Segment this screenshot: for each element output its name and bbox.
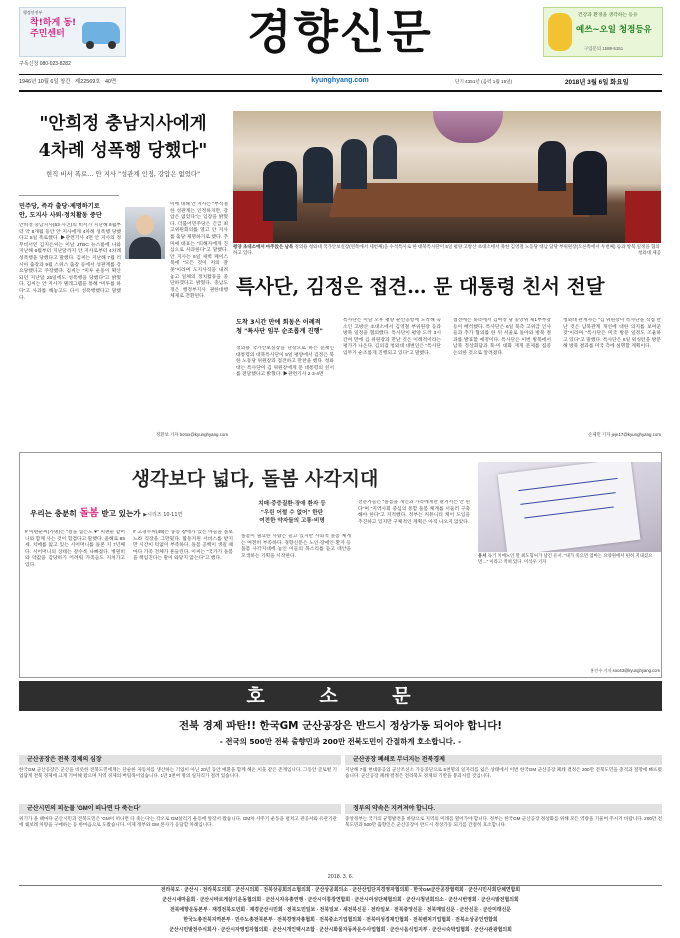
kicker-pre: 우리는 충분히 xyxy=(30,509,77,518)
story3-body-col1: # 이편순씨(가명)는 "걸을 힐은도 ♥" 이편순 할머니와 함께 사는 것이 힘겹다고 말했다. 올해로 85세. 치매를 앓고 있는 시어머니를 돌본 지 7년째다. 시어머니의 상태는 갈수록 나빠졌다. 병원비와 약값을 감당하기 어려워 가족들도 지쳐가고 있다. xyxy=(25,530,125,568)
series-link[interactable]: ▶시리즈 10·11면 xyxy=(143,512,183,518)
notice-subline: - 전국의 500만 전북 출향민과 200만 전북도민이 간절하게 호소합니다. - xyxy=(219,737,462,746)
notice-sec3-body: 위기가 올 때마다 군산시민과 전북도민은 'GM이 떠나면 다 죽는다'는 각오로 GM살리기 운동에 앞장서 왔습니다. GM차 사주기 운동을 펼치고 관공서와 유관기관에 쉐보레 차량을 구매하는 등 한마음으로 도왔습니다. 이제 정부와 GM 본사가 응답할 차례입니다. xyxy=(19,816,337,828)
notice-sec2-title: 군산공장 폐쇄로 무너지는 전북경제 xyxy=(345,755,662,765)
story2-body-col1: 정의용 국가안보실장을 단장으로 하는 문재인 대통령의 대북특사단이 5일 평양에서 김정은 북한 노동당 위원장과 접견하고 만찬을 했다. 청와대는 특사단이 김 위원장에게 문 대통령의 친서를 전달했다고 밝혔다. ▶관련기사 2·3·4면 xyxy=(236,346,334,378)
story2-body-col4: 청와대 관계자는 "김 위원장이 특사단을 직접 만난 것은 남북관계 개선에 대한 의지를 보여준 것"이라며 "특사단은 미국 방문 일정도 조율하고 있다"고 말했다. 특사단은 8일 워싱턴을 방문해 방북 결과를 미국 측에 설명할 계획이다. xyxy=(563,318,661,350)
issue-number: 제22569호 xyxy=(75,79,101,85)
story1-deck2: 안, 도지사 사퇴·정치활동 중단 xyxy=(19,212,102,219)
page-count: 40면 xyxy=(104,79,117,85)
portrait-suit xyxy=(129,237,161,259)
story1-deck xyxy=(19,202,123,220)
story1-headline[interactable] xyxy=(19,111,227,165)
notice-sec3-title: 군산시민의 피눈물 'GM이 떠나면 다 죽는다' xyxy=(19,804,341,814)
story2-body-col3: 접견에는 북측에서 김여정 당 중앙위 제1부부장 등이 배석했다. 특사단은 6일 북측 고위급 인사들과 추가 협의를 한 뒤 서울로 돌아와 방북 결과를 발표할 예정이다. 특사단은 이번 방북에서 남북 정상회담과 북·미 대화 재개 문제를 집중 논의한 것으로 알려졌다. xyxy=(453,318,551,356)
photo2-credit: 이석우 기자 xyxy=(524,558,547,564)
right-masthead-ad[interactable] xyxy=(543,7,663,57)
summit-photo xyxy=(233,111,661,243)
delegate-figure xyxy=(373,135,397,179)
subdeck-line3: 여전한 약자들의 고통·비명 xyxy=(259,518,325,524)
delegate-figure xyxy=(303,147,333,203)
founded-date: 1946년 10월 6일 창간 xyxy=(19,79,71,85)
story1-body-left: 안희정 충남지사(53·사진)의 비서가 지난해 6월부터 약 8개월 동안 안 지사에게 4차례 성폭행 당했다고 5일 폭로했다. ▶관련기사 4면 안 지사의 정무비서인 김지은씨는 이날 JTBC 뉴스룸에 나와 지난해 6월부터 지난달까지 안 지사로부터 4차례 성폭행을 당했다고 말했다. 김씨는 지난해 7월 러시아 출장과 9월 스위스 출장 등에서 성관계를 강요당했다고 주장했다. 김씨는 "미투 운동이 확산되던 지난달 25일에도 성폭행을 당했다"고 밝혔다. 김씨는 안 지사가 텔레그램을 통해 "미투를 하다"고 사과를 해놓고도 다시 성폭행했다고 말했다. xyxy=(19,223,121,301)
kicker-emphasis: 돌봄 xyxy=(79,508,99,519)
story3-subdeck xyxy=(237,500,347,526)
website-link[interactable]: kyunghyang.com xyxy=(311,77,369,84)
note-photo xyxy=(478,462,661,552)
story2-deck1: 도착 3시간 만에 회동은 이례적 xyxy=(236,319,321,326)
photo1-caption-title: 평양 초대소에서 마주앉은 남북 xyxy=(233,244,294,249)
masthead-rule-top xyxy=(19,74,662,75)
notice-sec1-title: 군산공장은 전북 경제의 심장 xyxy=(19,755,341,765)
subscription-phone: 구독신청 080-023-8282 xyxy=(19,61,71,67)
newspaper-logo[interactable]: 경향신문 xyxy=(247,5,433,59)
left-masthead-ad[interactable] xyxy=(19,7,126,57)
photo1-caption xyxy=(233,244,661,258)
delegate-figure xyxy=(538,141,566,191)
founding-info xyxy=(19,79,116,85)
right-ad-title: 예쓰~오일 청정등유 xyxy=(576,25,652,35)
story3-byline: 홍진수 기자 soo43@kyunghyang.com xyxy=(590,668,660,673)
story3-body-col4: 전문가들은 "돌봄을 개인과 가족에게만 맡겨서는 안 된다"며 "지역사회 중심의 통합 돌봄 체계를 서둘러 구축해야 한다"고 지적했다. 정부는 커뮤니티 케어 도입을 추진하고 있지만 구체적인 계획은 아직 나오지 않았다. xyxy=(358,500,470,525)
subdeck-line1: 치매·중증질환·장애 환자 등 xyxy=(258,501,326,507)
photo2-caption-title: 유서 xyxy=(478,553,487,558)
story2-deck xyxy=(236,318,334,336)
mascot-icon xyxy=(548,13,572,51)
flower-arrangement xyxy=(433,111,503,143)
subdeck-line2: "우린 어쩔 수 없어" 한탄 xyxy=(260,509,324,516)
left-ad-title: 착!하게 동!주민센터 xyxy=(30,18,77,39)
portrait-face xyxy=(136,215,154,235)
story3-body-col2: # 고경수씨(49)는 중증 장애가 있는 아들을 돌보느라 직장을 그만뒀다. 활동지원 서비스를 받지만 시간이 턱없이 부족하다. 돌봄 공백이 생길 때마다 가족 전체가 흔들린다. 이씨는 "국가가 돌봄을 책임진다는 말이 와닿지 않는다"고 했다. xyxy=(133,530,233,562)
photo1-caption-text: 정의용 청와대 국가안보실장(왼쪽에서 세번째)을 수석특사로 한 대북특사단이 5일 평양 고방산 초대소에서 북한 김영철 노동당 대남 담당 부위원장(오른쪽에서 두번째) 등과 방북 일정을 협의하고 있다. xyxy=(233,244,660,255)
red-chair xyxy=(625,191,661,243)
masthead-rule-bottom xyxy=(19,90,662,92)
story1-rule xyxy=(19,195,119,196)
story1-byline: 정환보 기자 botox@kyunghyang.com xyxy=(155,432,228,437)
ad-sponsor: 행정안전부 xyxy=(23,10,43,15)
story3-headline[interactable]: 생각보다 넓다, 돌봄 사각지대 xyxy=(131,468,379,490)
right-ad-phone: 구입문의 1588-5151 xyxy=(584,46,624,51)
signers-line4: 한국노총전북지역본부 · 민주노총전북본부 · 전북경영자총협회 · 전북중소기업협의회 · 전북여성경제인협회 · 전북벤처기업협회 · 전북소상공인연합회 xyxy=(183,918,498,923)
notice-date: 2018. 3. 6. xyxy=(327,874,354,880)
story2-byline: 손제민 기자 jeje17@kyunghyang.com xyxy=(587,432,661,437)
signers-line5: 군산시민발전주식회사 · 군산시자영업자협의회 · 군산시개인택시조합 · 군산시화물자동차운수사업협회 · 군산시음식업지부 · 군산시숙박업협회 · 군산시관광협의회 xyxy=(169,928,512,933)
signers-line3: 전북애향운동본부 · 재경전북도민회 · 재경군산시민회 · 전북도민일보 · 전북일보 · 새전북신문 · 전라일보 · 전북중앙신문 · 전북매일신문 · 군산신문 · 군산미래신문 xyxy=(169,908,512,913)
photo2-caption xyxy=(478,553,661,571)
photo1-credit: 청와대 제공 xyxy=(638,250,661,255)
story2-body-col2: 특사단은 이날 오후 평양 순안공항에 도착해 숙소인 고방산 초대소에서 김영철 부위원장 등과 방북 일정을 협의했다. 특사단이 평양 도착 3시간여 만에 김 위원장과 만난 것은 이례적이라는 평가가 나온다. 김의겸 청와대 대변인은 "특사단 임무가 순조롭게 진행되고 있다"고 말했다. xyxy=(343,318,441,356)
handwritten-note xyxy=(498,462,641,552)
signers-line1: 전라북도 · 군산시 · 전라북도의회 · 군산시의회 · 전북상공회의소협의회 · 군산상공회의소 · 군산산업단지경영자협의회 · 한국GM군산공장협력회 · 군산시민사회단체연합회 xyxy=(160,888,521,893)
delegate-figure xyxy=(341,139,367,189)
signers-line2: 군산시새마을회 · 군산시바르게살기운동협의회 · 군산시자유총연맹 · 군산시이통장연합회 · 군산시여성단체협의회 · 군산시청년회의소 · 군산시번영회 · 군산시발전협의회 xyxy=(162,898,519,903)
delegate-figure xyxy=(573,151,607,215)
story1-headline-line2: 4차례 성폭행 당했다" xyxy=(38,141,208,161)
notice-headline: 전북 경제 파탄!! 한국GM 군산공장은 반드시 정상가동 되어야 합니다! xyxy=(179,720,502,732)
right-ad-line: 건강과 환경을 생각하는 등유 xyxy=(578,13,638,18)
notice-title-bar: 호 소 문 xyxy=(19,681,662,711)
notice-sec4-body: 중앙정부는 국가의 균형발전을 바탕으로 지역의 미래를 열어가야 합니다. 정부는 한국GM 군산공장 정상화를 위해 모든 역량을 기울여 주시기 바랍니다. 200만 전북도민과 500만 출향인은 군산공장이 반드시 정상가동 되기를 간절히 호소합니다. xyxy=(345,816,662,828)
story1-headline-line1: "안희정 충남지사에게 xyxy=(39,114,207,134)
issue-date: 2018년 3월 6일 화요일 xyxy=(565,79,629,86)
notice-signers xyxy=(19,885,662,936)
delegate-figure xyxy=(263,161,297,221)
notice-sec2-body: 지난해 7월 현대중공업 군산조선소 가동중단으로 5천명의 일자리를 잃은 상태에서 이번 한국GM 군산공장 폐쇄 결정은 200만 전북도민을 충격과 절망에 빠뜨렸습니다. 군산공장 폐쇄 결정은 전라북도 경제의 기반을 붕괴시킬 것입니다. xyxy=(345,767,662,779)
notice-sec1-body: 한국GM 군산공장은 군산을 비롯한 전북도민에게는 단순한 자동차를 생산하는 기업이 아닌 20년 동안 애환을 함께 해온 이웃 같은 존재입니다. 그동안 글로벌 기업답게 전북 경제에 크게 기여해 왔으며 지역 경제의 버팀목이었습니다. 1만 3천여 명의 일자리가 걸려 있습니다. xyxy=(19,767,337,779)
story1-subhead: 현직 비서 폭로… 안 지사 "성관계 인정, 강압은 없었다" xyxy=(45,170,201,178)
kicker-post: 받고 있는가 xyxy=(101,509,141,518)
car-wheel-icon xyxy=(108,41,116,49)
photo2-caption-text: 독거 치매노인 딸 최도형씨가 남긴 유서. "내가 죽으면 엄마는 요양원에서 편히 지내셨으면…" 이라고 적혀 있다. xyxy=(478,553,653,564)
lunar-date: 단기 4351년 (음력 1월 19일) xyxy=(455,79,513,84)
story1-body-right: 이에 대해 안 지사는 "부적절한 성관계는 인정하지만, 강압은 없었다"는 입장을 밝혔다. 더불어민주당은 긴급 최고위원회의를 열고 안 지사를 출당·제명하기로 했다. 추미애 대표는 "피해자에게 진심으로 사과한다"고 말했다. 안 지사는 6일 새벽 페이스북에 "모든 것이 저의 잘못"이라며 도지사직을 내려놓고 일체의 정치활동을 중단하겠다고 밝혔다. 충남도정은 행정부지사 권한대행 체제로 전환된다. xyxy=(170,202,228,300)
story3-body-col3: 돌봄이 필요한 사람은 늘고 있지만 사회적 돌봄 체계는 여전히 부족하다. 경향신문은 노인·장애인·환자 등 돌봄 사각지대에 놓인 이들의 목소리를 듣고 대안을 모색하는 기획을 시작한다. xyxy=(241,534,351,559)
notice-sec4-title: 정부의 약속은 지켜져야 합니다. xyxy=(345,804,662,814)
car-wheel-icon xyxy=(86,41,94,49)
story2-deck2: 청 "특사단 임무 순조롭게 진행" xyxy=(236,328,323,335)
story1-deck1: 민주당, 즉각 출당·제명하기로 xyxy=(19,203,100,210)
story2-headline[interactable]: 특사단, 김정은 접견… 문 대통령 친서 전달 xyxy=(236,275,605,298)
portrait-photo xyxy=(125,207,165,259)
